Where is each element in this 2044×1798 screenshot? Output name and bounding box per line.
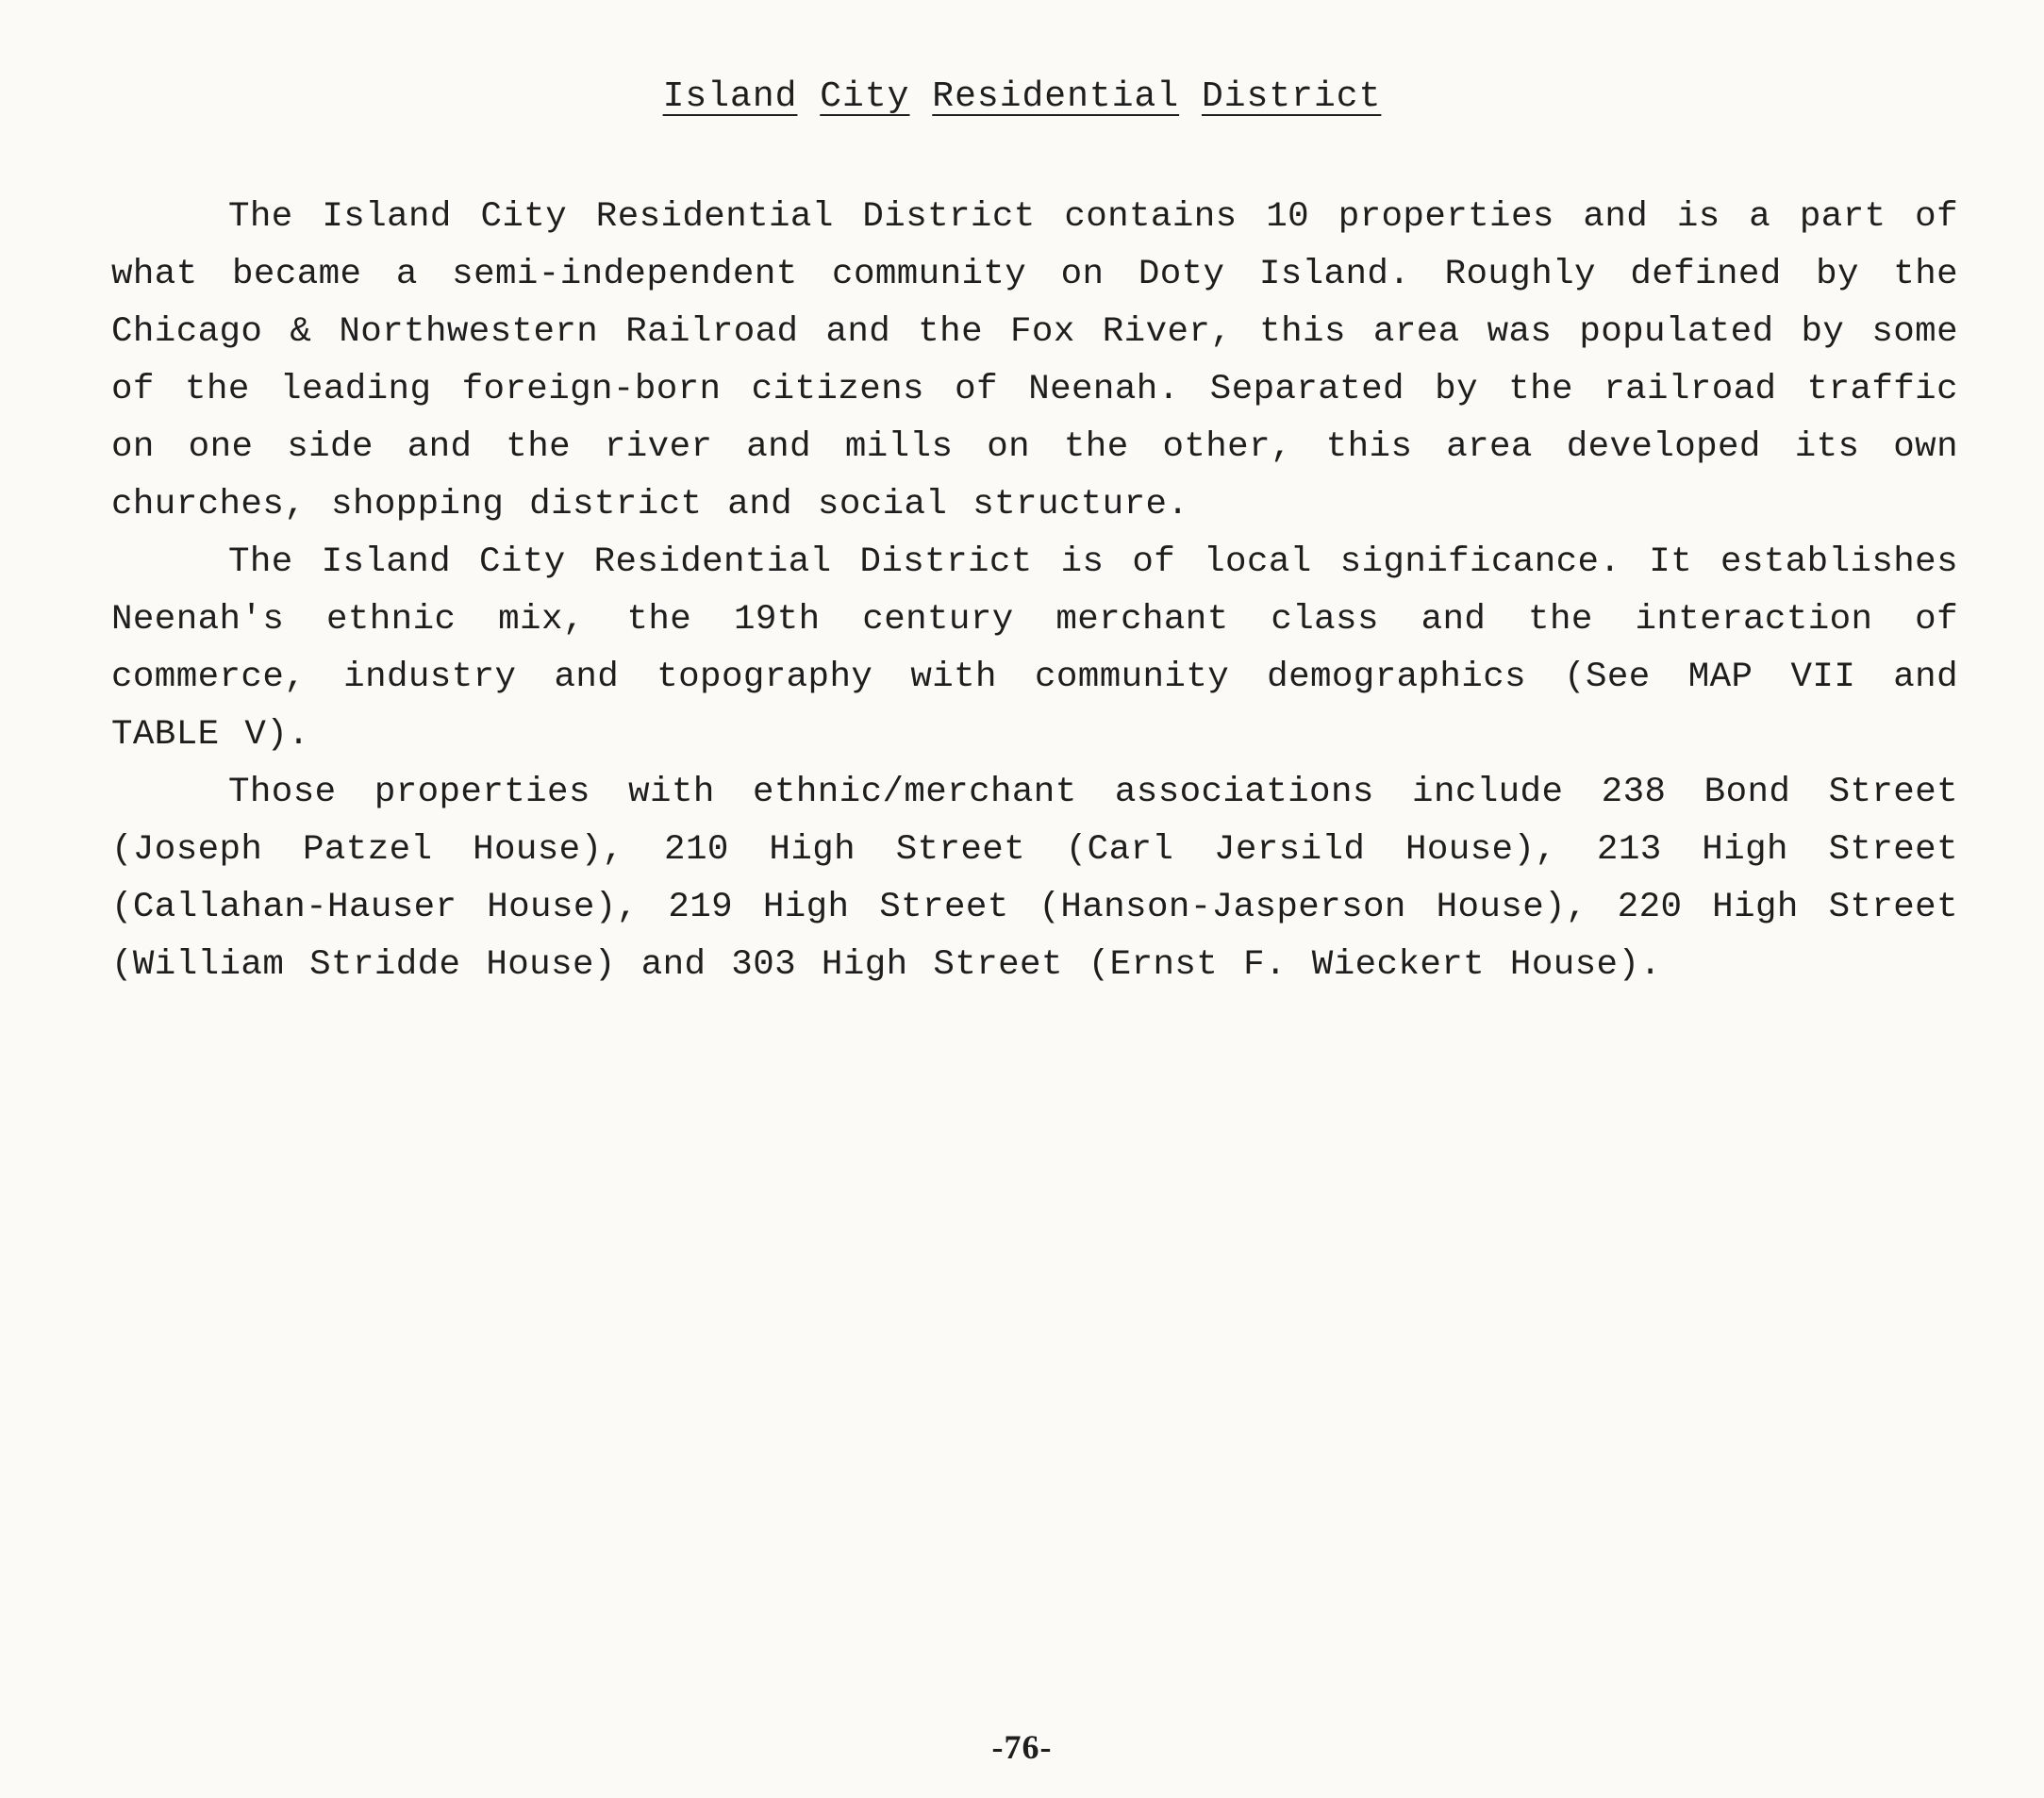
paragraph-properties: Those properties with ethnic/merchant associations include 238 Bond Street (Joseph Patzel House), 210 High Street (Carl Jersild House), 213 High Street (Callahan-Hauser House), 219 High Street (Hanson-Jasperson House), 220 High Street (William Stridde House) and 303 High Street (Ernst F. Wieckert House). — [111, 773, 1958, 985]
page-title — [0, 74, 2044, 121]
title-word-district: District — [1201, 76, 1382, 117]
body-text — [111, 189, 1958, 994]
title-word-residential: Residential — [932, 76, 1180, 117]
paragraph-introduction: The Island City Residential District contains 10 properties and is a part of what became a semi-independent community on Doty Island. Roughly defined by the Chicago & Northwestern Railroad and the Fox River, this area was populated by some of the leading foreign-born citizens of Neenah. Separated by the railroad traffic on one side and the river and mills on the other, this area developed its own churches, shopping district and social structure. — [111, 197, 1958, 524]
paragraph-significance: The Island City Residential District is of local significance. It establishes Neenah's ethnic mix, the 19th century merchant class and the interaction of commerce, industry and topography with community demographics (See MAP VII and TABLE V). — [111, 542, 1958, 755]
page-number: -76- — [991, 1728, 1053, 1766]
title-word-island: Island — [662, 76, 798, 117]
title-word-city: City — [820, 76, 910, 117]
